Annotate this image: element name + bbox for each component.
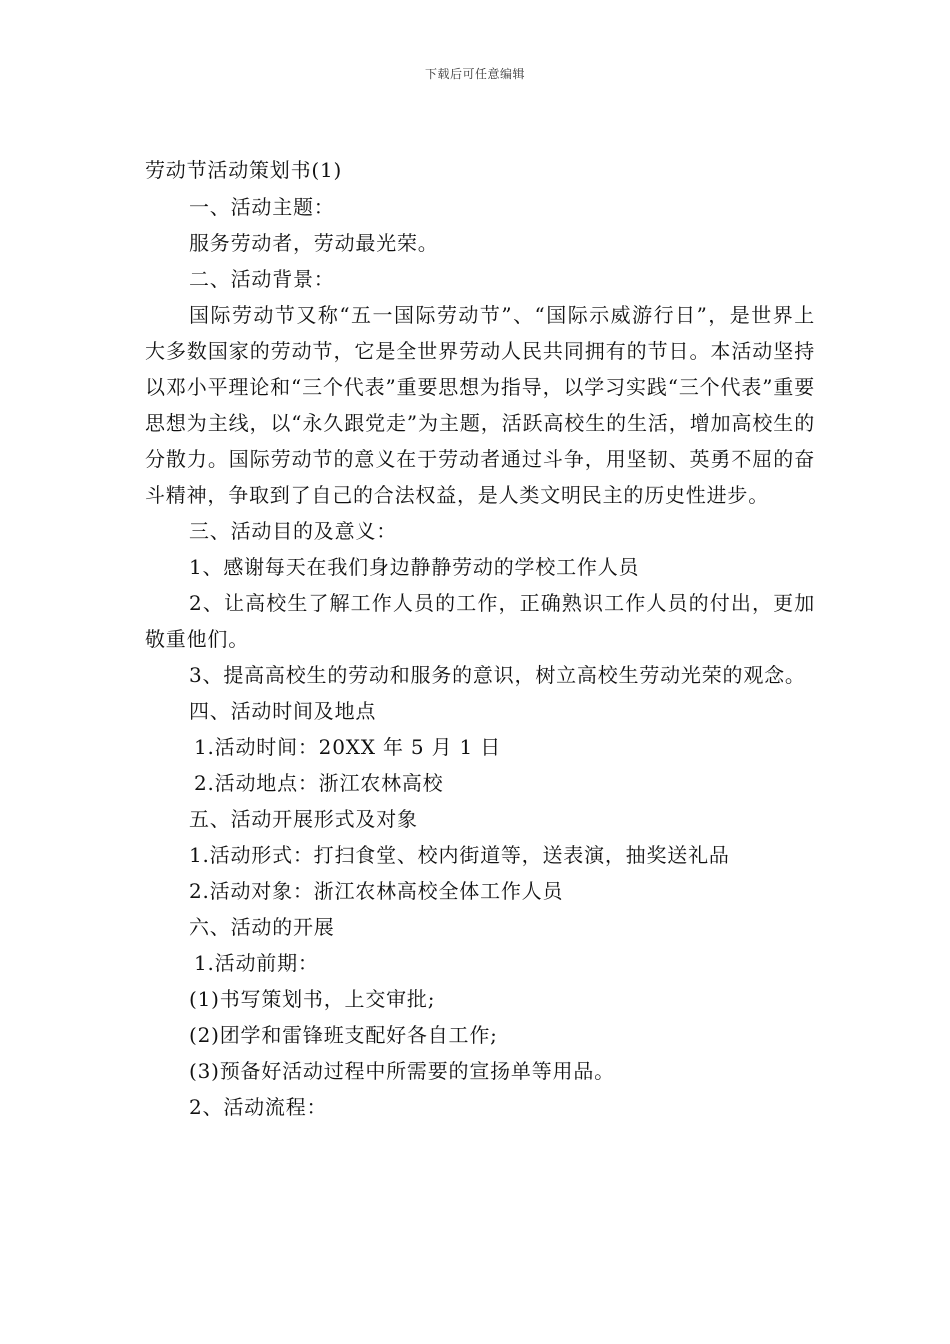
section-heading-purpose: 三、活动目的及意义： xyxy=(189,519,397,543)
section-heading-form-target: 五、活动开展形式及对象 xyxy=(189,807,418,831)
purpose-item-1: 1、感谢每天在我们身边静静劳动的学校工作人员 xyxy=(189,555,640,579)
early-stage-item-1: (1)书写策划书，上交审批; xyxy=(189,987,436,1011)
activity-time: 1.活动时间：20XX 年 5 月 1 日 xyxy=(194,735,502,759)
background-paragraph: 国际劳动节又称“五一国际劳动节”、“国际示威游行日”，是世界上大多数国家的劳动节，它是全世界劳动人民共同拥有的节日。本活动坚持以邓小平理论和“三个代表”重要思想为指导，以学习实践“三个代表”重要思想为主线，以“永久跟党走”为主题，活跃高校生的生活，增加高校生的分散力。国际劳动节的意义在于劳动者通过斗争，用坚韧、英勇不屈的奋斗精神，争取到了自己的合法权益，是人类文明民主的历史性进步。 xyxy=(145,303,815,507)
document-body xyxy=(145,152,815,1125)
section-heading-implementation: 六、活动的开展 xyxy=(189,915,335,939)
activity-flow-heading: 2、活动流程： xyxy=(189,1095,328,1119)
document-title: 劳动节活动策划书(1) xyxy=(145,158,343,182)
purpose-item-2: 2、让高校生了解工作人员的工作，正确熟识工作人员的付出，更加敬重他们。 xyxy=(145,591,815,651)
purpose-item-3: 3、提高高校生的劳动和服务的意识，树立高校生劳动光荣的观念。 xyxy=(189,663,806,687)
page-header-note: 下载后可任意编辑 xyxy=(424,67,525,81)
early-stage-item-2: (2)团学和雷锋班支配好各自工作; xyxy=(189,1023,498,1047)
section-heading-background: 二、活动背景： xyxy=(189,267,335,291)
section-heading-time-place: 四、活动时间及地点 xyxy=(189,699,377,723)
early-stage-heading: 1.活动前期： xyxy=(194,951,319,975)
activity-target: 2.活动对象：浙江农林高校全体工作人员 xyxy=(189,879,564,903)
activity-form: 1.活动形式：打扫食堂、校内街道等，送表演，抽奖送礼品 xyxy=(189,843,730,867)
early-stage-item-3: (3)预备好活动过程中所需要的宣扬单等用品。 xyxy=(189,1059,615,1083)
activity-place: 2.活动地点：浙江农林高校 xyxy=(194,771,444,795)
theme-text: 服务劳动者，劳动最光荣。 xyxy=(189,231,439,255)
section-heading-theme: 一、活动主题： xyxy=(189,195,335,219)
